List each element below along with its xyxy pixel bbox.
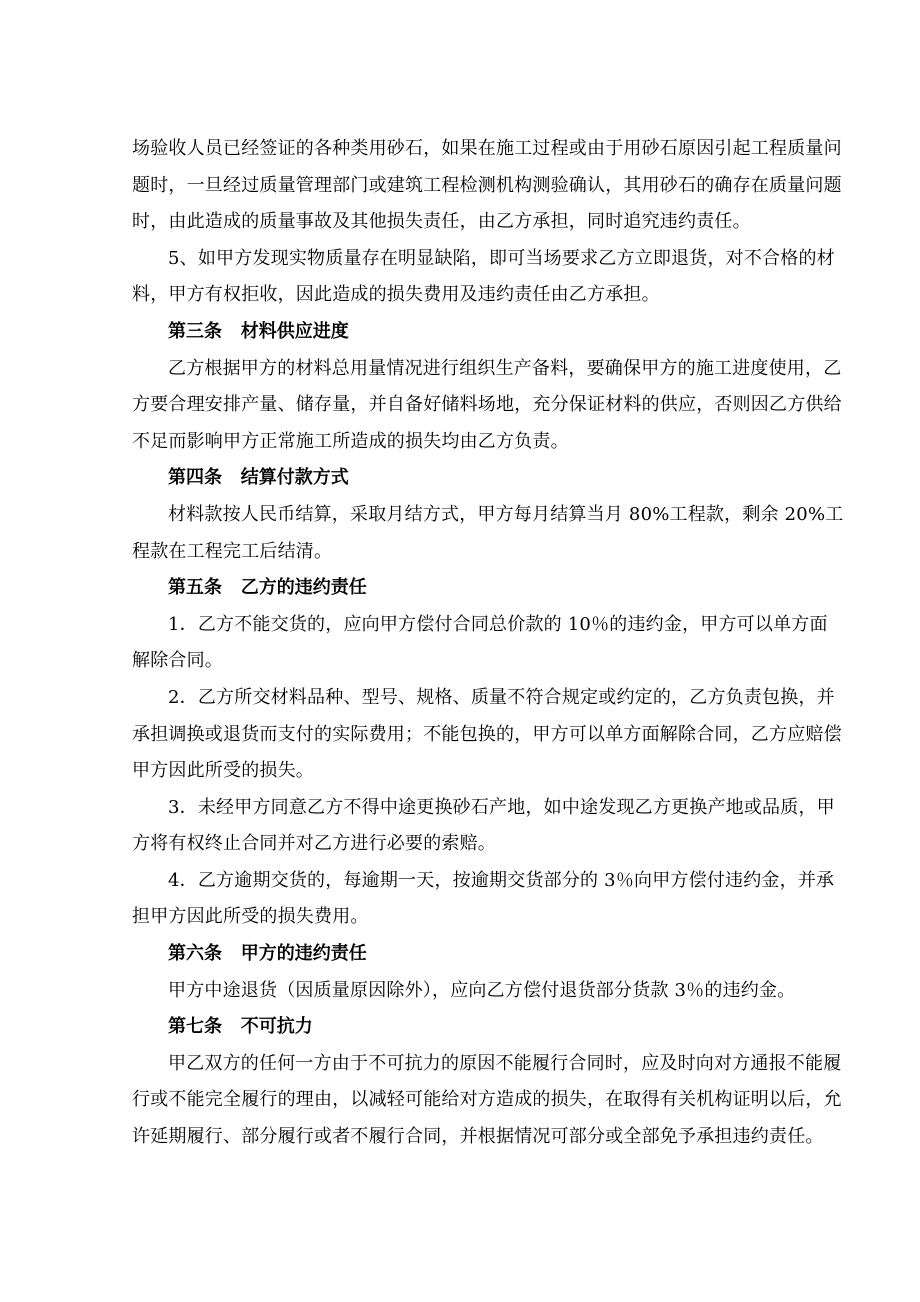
heading-article-6: 第六条 甲方的违约责任	[168, 943, 367, 965]
paragraph-supply-schedule: 乙方根据甲方的材料总用量情况进行组织生产备料，要确保甲方的施工进度使用，乙方要合理安排产量、储存量，并自备好储料场地，充分保证材料的供应，否则因乙方供给不足而影响甲方正常施工所造成的损失均由乙方负责。	[132, 357, 842, 452]
heading-article-4: 第四条 结算付款方式	[168, 467, 349, 489]
document-body	[132, 131, 844, 1156]
paragraph-defect-return: 5、如甲方发现实物质量存在明显缺陷，即可当场要求乙方立即退货，对不合格的材料，甲方有权拒收，因此造成的损失费用及违约责任由乙方承担。	[132, 247, 835, 306]
paragraph-party-b-clause-4: 4．乙方逾期交货的，每逾期一天，按逾期交货部分的 3％向甲方偿付违约金，并承担甲方因此所受的损失费用。	[132, 869, 835, 928]
paragraph-payment-method: 材料款按人民币结算，采取月结方式，甲方每月结算当月 80%工程款，剩余 20%工程款在工程完工后结清。	[132, 503, 844, 562]
paragraph-party-b-clause-1: 1．乙方不能交货的，应向甲方偿付合同总价款的 10％的违约金，甲方可以单方面解除合同。	[132, 613, 828, 672]
paragraph-quality-liability: 场验收人员已经签证的各种类用砂石，如果在施工过程或由于用砂石原因引起工程质量问题时，一旦经过质量管理部门或建筑工程检测机构测验确认，其用砂石的确存在质量问题时，由此造成的质量事故及其他损失责任，由乙方承担，同时追究违约责任。	[132, 138, 842, 233]
heading-article-5: 第五条 乙方的违约责任	[168, 577, 367, 599]
paragraph-force-majeure: 甲乙双方的任何一方由于不可抗力的原因不能履行合同时，应及时向对方通报不能履行或不能完全履行的理由，以减轻可能给对方造成的损失，在取得有关机构证明以后，允许延期履行、部分履行或者不履行合同，并根据情况可部分或全部免予承担违约责任。	[132, 1052, 842, 1148]
paragraph-party-b-clause-3: 3．未经甲方同意乙方不得中途更换砂石产地，如中途发现乙方更换产地或品质，甲方将有权终止合同并对乙方进行必要的索赔。	[132, 796, 835, 855]
paragraph-party-a-liability: 甲方中途退货（因质量原因除外），应向乙方偿付退货部分货款 3％的违约金。	[168, 979, 796, 1001]
heading-article-7: 第七条 不可抗力	[168, 1016, 313, 1038]
heading-article-3: 第三条 材料供应进度	[168, 320, 349, 342]
paragraph-party-b-clause-2: 2．乙方所交材料品种、型号、规格、质量不符合规定或约定的，乙方负责包换，并承担调换或退货而支付的实际费用；不能包换的，甲方可以单方面解除合同，乙方应赔偿甲方因此所受的损失。	[132, 686, 842, 782]
